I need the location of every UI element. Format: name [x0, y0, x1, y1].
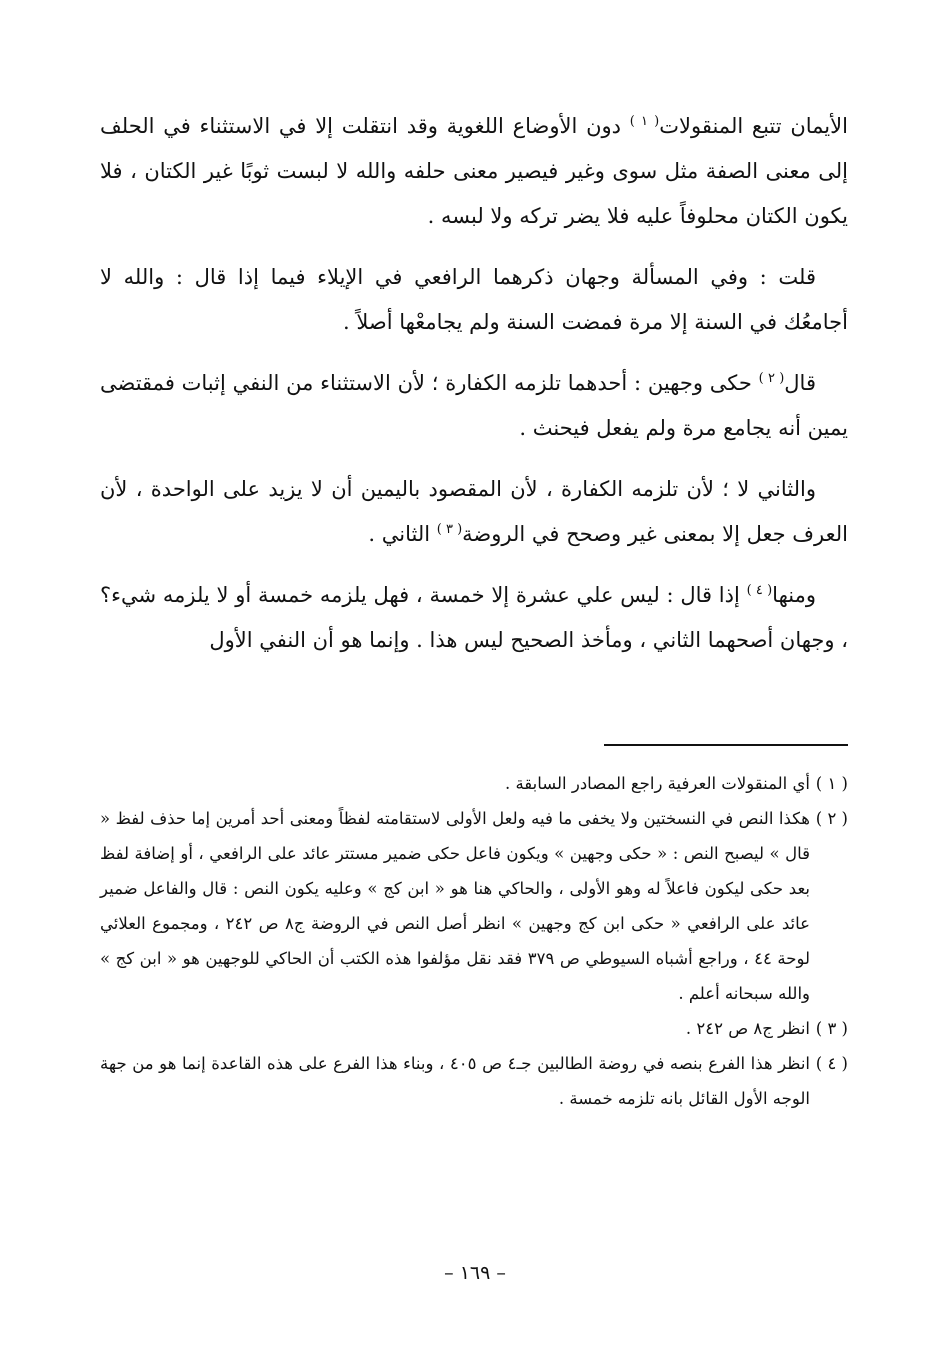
- paragraph-text: دون الأوضاع اللغوية وقد انتقلت إلا في الاستثناء في الحلف إلى معنى الصفة مثل سوى وغير فيصير معنى حلفه والله لا لبست ثوبًا غير الكتان ، فلا يكون الكتان محلوفاً عليه فلا يضر تركه ولا لبسه .: [100, 114, 848, 228]
- paragraph-1: [100, 104, 848, 239]
- paragraph-5: [100, 573, 848, 663]
- footnote-number: ( ١ ): [815, 774, 848, 793]
- footnote-number: ( ٤ ): [815, 1054, 848, 1073]
- footnote-number: ( ٣ ): [815, 1019, 848, 1038]
- footnote-divider: [604, 744, 848, 746]
- paragraph-text: والثاني لا ؛ لأن تلزمه الكفارة ، لأن المقصود باليمين أن لا يزيد على الواحدة ، لأن العرف جعل إلا بمعنى غير وصحح في الروضة: [100, 477, 848, 546]
- footnote-reference-2: ( ٢ ): [758, 371, 785, 386]
- footnote-1: [100, 766, 848, 801]
- footnote-3: [100, 1011, 848, 1046]
- paragraph-text: الأيمان تتبع المنقولات: [659, 114, 848, 138]
- paragraph-text: إذا قال : ليس علي عشرة إلا خمسة ، فهل يلزمه خمسة أو لا يلزمه شيء؟ ، وجهان أصحهما الثاني ، ومأخذ الصحيح ليس هذا . وإنما هو أن النفي الأول: [100, 583, 848, 652]
- page-number: – ١٦٩ –: [444, 1262, 506, 1284]
- footnote-reference-1: ( ١ ): [629, 114, 660, 129]
- footnote-reference-4: ( ٤ ): [746, 583, 773, 598]
- footnote-4: [100, 1046, 848, 1116]
- footnotes: [100, 766, 848, 1116]
- main-text: [100, 104, 848, 679]
- footnote-text: انظر هذا الفرع بنصه في روضة الطالبين جـ٤ ص ٤٠٥ ، وبناء هذا الفرع على هذه القاعدة إنما هو من جهة الوجه الأول القائل بانه تلزمه خمسة .: [100, 1054, 810, 1108]
- footnote-2: [100, 801, 848, 1011]
- paragraph-2: [100, 255, 848, 345]
- footnote-text: أي المنقولات العرفية راجع المصادر السابقة .: [504, 774, 810, 793]
- paragraph-3: [100, 361, 848, 451]
- footnote-text: انظر ج٨ ص ٢٤٢ .: [685, 1019, 810, 1038]
- paragraph-4: [100, 467, 848, 557]
- footnote-text: هكذا النص في النسختين ولا يخفى ما فيه ولعل الأولى لاستقامته لفظاً ومعنى أحد أمرين إما حذف لفظ « قال » ليصبح النص : « حكى وجهين » ويكون فاعل حكى ضمير مستتر عائد على الرافعي ، أو إضافة لفظ بعد حكى ليكون فاعلاً له وهو الأولى ، والحاكي هنا هو « ابن كج » وعليه يكون النص : قال والفاعل ضمير عائد على الرافعي « حكى ابن كج وجهين » انظر أصل النص في الروضة ج٨ ص ٢٤٢ ، ومجموع العلائي لوحة ٤٤ ، وراجع أشباه السيوطي ص ٣٧٩ فقد نقل مؤلفوا هذه الكتب أن الحاكي للوجهين هو « ابن كج » والله سبحانه أعلم .: [100, 809, 810, 1003]
- paragraph-text: الثاني .: [368, 522, 437, 546]
- footnote-reference-3: ( ٣ ): [436, 522, 463, 537]
- paragraph-text: قال: [784, 371, 816, 395]
- footnote-number: ( ٢ ): [815, 809, 848, 828]
- paragraph-text: حكى وجهين : أحدهما تلزمه الكفارة ؛ لأن الاستثناء من النفي إثبات فمقتضى يمين أنه يجامع مرة ولم يفعل فيحنث .: [100, 371, 848, 440]
- paragraph-text: ومنها: [772, 583, 816, 607]
- paragraph-text: قلت : وفي المسألة وجهان ذكرهما الرافعي في الإيلاء فيما إذا قال : والله لا أجامعُك في السنة إلا مرة فمضت السنة ولم يجامعْها أصلاً .: [100, 265, 848, 334]
